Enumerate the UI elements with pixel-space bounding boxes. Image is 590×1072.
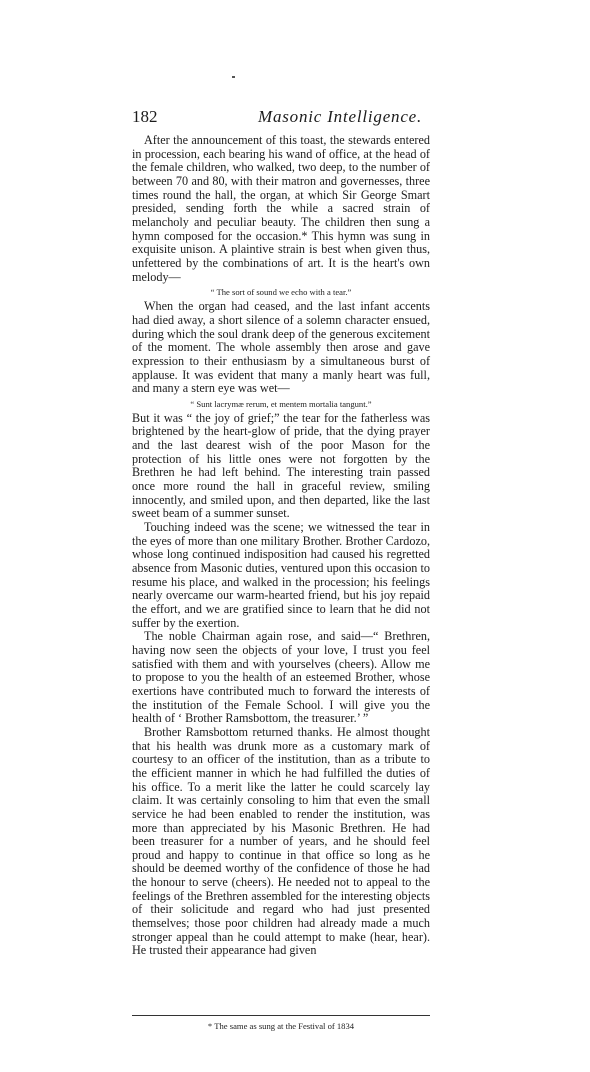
- paragraph-joy-of-grief: But it was “ the joy of grief;” the tear for the fatherless was brightened by the heart-glow of pride, that the dying prayer and the last dearest wish of the poor Mason for the protection of his little ones were not forgotten by the Brethren he had left behind. The interesting train passed once more round the hall in graceful review, smiling innocently, and smiled upon, and then departed, like the last sweet beam of a summer sunset.: [132, 410, 430, 521]
- paragraph-ramsbottom-reply: Brother Ramsbottom returned thanks. He almost thought that his health was drunk more as a customary mark of courtesy to an officer of the institution, than as a tribute to the efficient manner in which he had fulfilled the duties of his office. To a merit like the latter he could scarcely lay claim. It was certainly consoling to him that even the small service he had been enabled to render the institution, was more than appreciated by his Masonic Brethren. He had been treasurer for a number of years, and he should feel proud and happy to continue in that office so long as he should be deemed worthy of the confidence of those he had the honour to serve (cheers). He needed not to appeal to the feelings of the Brethren assembled for the interesting objects of their solicitude and regard who had just presented themselves; those poor children had already made a much stronger appeal than he could attempt to make (hear, hear). He trusted their appearance had given: [132, 724, 430, 958]
- quotation-echo: “ The sort of sound we echo with a tear.”: [210, 287, 352, 298]
- page-number: 182: [132, 107, 158, 126]
- page-header: [132, 107, 430, 129]
- paragraph-procession: After the announcement of this toast, the stewards entered in procession, each bearing his wand of office, at the head of the female children, who walked, two deep, to the number of between 70 and 80, with their matron and governesses, three times round the hall, the organ, at which Sir George Smart presided, sending forth the while a sacred strain of melancholy and peculiar beauty. The children then sung a hymn composed for the occasion.* This hymn was sung in exquisite unison. A plaintive strain is best when given thus, unfettered by the combinations of art. It is the heart's own melody—: [132, 133, 430, 284]
- footnote: * The same as sung at the Festival of 1834: [207, 1021, 355, 1031]
- article-body: [132, 134, 430, 958]
- quotation-latin: “ Sunt lacrymæ rerum, et mentem mortalia tangunt.”: [190, 398, 372, 409]
- paragraph-chairman-toast: The noble Chairman again rose, and said—“ Brethren, having now seen the objects of your love, I trust you feel satisfied with them and with yourselves (cheers). Allow me to propose to you the health of an esteemed Brother, whose exertions have contributed much to forward the interests of the institution of the Female School. I will give you the health of ‘ Brother Ramsbottom, the treasurer.’ ”: [132, 629, 430, 726]
- running-title: Masonic Intelligence.: [258, 107, 423, 126]
- footnote-rule: [132, 1015, 430, 1016]
- paragraph-organ-ceased: When the organ had ceased, and the last infant accents had died away, a short silence of a solemn character ensued, during which the soul drank deep of the generous excitement of the moment. The whole assembly then arose and gave expression to their enthusiasm by a simultaneous burst of applause. It was evident that many a manly heart was full, and many a stern eye was wet—: [132, 299, 430, 396]
- paragraph-touching-scene: Touching indeed was the scene; we witnessed the tear in the eyes of more than one military Brother. Brother Cardozo, whose long continued indisposition had caused his regretted absence from Masonic duties, ventured upon this occasion to resume his place, and walked in the procession; his feelings nearly overcame our warm-hearted friend, but his joy repaid the effort, and we are gratified since to learn that he did not suffer by the exertion.: [132, 520, 430, 630]
- ink-speck: [232, 76, 235, 78]
